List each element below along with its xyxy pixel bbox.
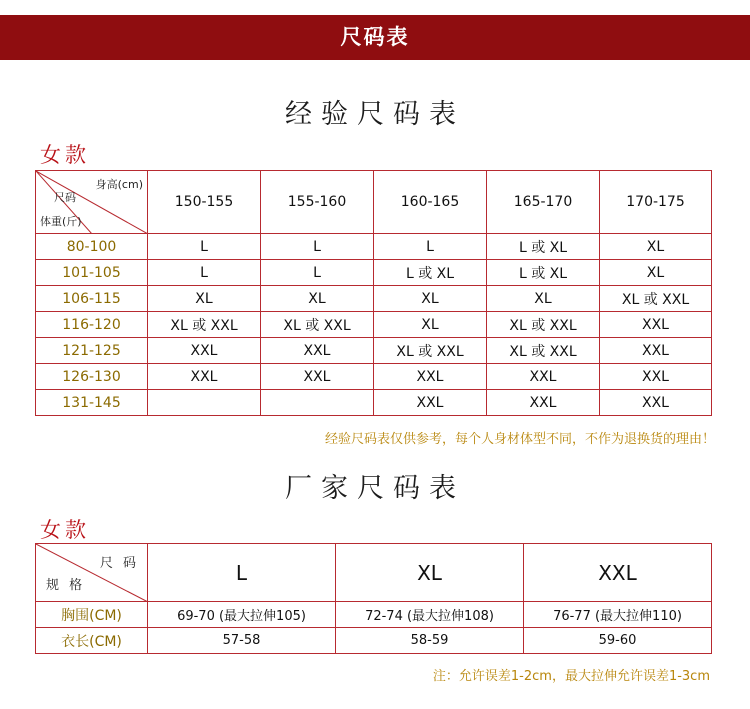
experience-section-label: 女款 [40, 143, 90, 167]
factory-corner-cell [36, 544, 148, 602]
row-weight-label: 116-120 [36, 312, 148, 338]
table-row [36, 260, 712, 286]
factory-note: 注：允许误差1-2cm，最大拉伸允许误差1-3cm [432, 669, 710, 684]
experience-header-row [36, 171, 712, 234]
size-cell: XXL [374, 364, 487, 390]
size-cell: XL 或 XXL [487, 312, 600, 338]
size-cell: XL [374, 286, 487, 312]
size-cell: L [261, 260, 374, 286]
size-cell: XXL [148, 364, 261, 390]
size-cell: XL [261, 286, 374, 312]
spec-cell: 58-59 [336, 628, 524, 654]
size-cell: XXL [487, 364, 600, 390]
size-cell: XXL [487, 390, 600, 416]
column-header: 170-175 [600, 171, 712, 234]
column-header: 155-160 [261, 171, 374, 234]
size-cell: XXL [261, 364, 374, 390]
size-cell: XL 或 XXL [261, 312, 374, 338]
table-row [36, 602, 712, 628]
row-spec-label: 衣长(CM) [36, 628, 148, 654]
table-row [36, 312, 712, 338]
corner-height-label: 身高(cm) [95, 178, 143, 191]
size-cell: XXL [600, 312, 712, 338]
factory-title: 厂家尺码表 [285, 473, 465, 504]
header-title: 尺码表 [340, 25, 410, 49]
table-row [36, 286, 712, 312]
table-row [36, 364, 712, 390]
size-cell: L 或 XL [487, 234, 600, 260]
size-cell: XL [600, 234, 712, 260]
size-cell: XXL [261, 338, 374, 364]
row-weight-label: 126-130 [36, 364, 148, 390]
experience-size-table [35, 170, 712, 416]
size-cell: XXL [600, 364, 712, 390]
size-cell: XXL [600, 338, 712, 364]
table-row [36, 338, 712, 364]
size-cell: XXL [374, 390, 487, 416]
corner-size-label: 尺 码 [99, 556, 139, 571]
spec-cell: 72-74 (最大拉伸108) [336, 602, 524, 628]
table-row [36, 234, 712, 260]
size-cell: XXL [148, 338, 261, 364]
table-row [36, 628, 712, 654]
factory-header-row [36, 544, 712, 602]
column-header: 165-170 [487, 171, 600, 234]
table-row [36, 390, 712, 416]
row-weight-label: 121-125 [36, 338, 148, 364]
experience-title: 经验尺码表 [285, 99, 465, 130]
column-header: L [148, 544, 336, 602]
column-header: 160-165 [374, 171, 487, 234]
size-cell: XL 或 XXL [148, 312, 261, 338]
size-cell: XL 或 XXL [487, 338, 600, 364]
corner-weight-label: 体重(斤) [40, 215, 82, 228]
column-header: XXL [524, 544, 712, 602]
size-cell: XXL [600, 390, 712, 416]
size-cell: XL [148, 286, 261, 312]
size-cell: L [148, 234, 261, 260]
corner-spec-label: 规 格 [46, 578, 86, 593]
size-cell [148, 390, 261, 416]
column-header: 150-155 [148, 171, 261, 234]
row-weight-label: 131-145 [36, 390, 148, 416]
size-cell: XL [600, 260, 712, 286]
factory-section-label: 女款 [40, 518, 90, 542]
size-cell: XL [487, 286, 600, 312]
row-spec-label: 胸围(CM) [36, 602, 148, 628]
column-header: XL [336, 544, 524, 602]
size-cell: L 或 XL [374, 260, 487, 286]
corner-size-label: 尺码 [54, 191, 76, 204]
experience-corner-cell [36, 171, 148, 234]
size-cell: XL [374, 312, 487, 338]
size-cell: L [374, 234, 487, 260]
spec-cell: 76-77 (最大拉伸110) [524, 602, 712, 628]
experience-note: 经验尺码表仅供参考，每个人身材体型不同，不作为退换货的理由！ [324, 432, 715, 447]
size-cell: L [148, 260, 261, 286]
size-cell: XL 或 XXL [374, 338, 487, 364]
size-cell: XL 或 XXL [600, 286, 712, 312]
row-weight-label: 106-115 [36, 286, 148, 312]
spec-cell: 59-60 [524, 628, 712, 654]
spec-cell: 69-70 (最大拉伸105) [148, 602, 336, 628]
row-weight-label: 80-100 [36, 234, 148, 260]
row-weight-label: 101-105 [36, 260, 148, 286]
size-cell: L [261, 234, 374, 260]
size-cell: L 或 XL [487, 260, 600, 286]
size-cell [261, 390, 374, 416]
spec-cell: 57-58 [148, 628, 336, 654]
factory-size-table [35, 543, 712, 654]
